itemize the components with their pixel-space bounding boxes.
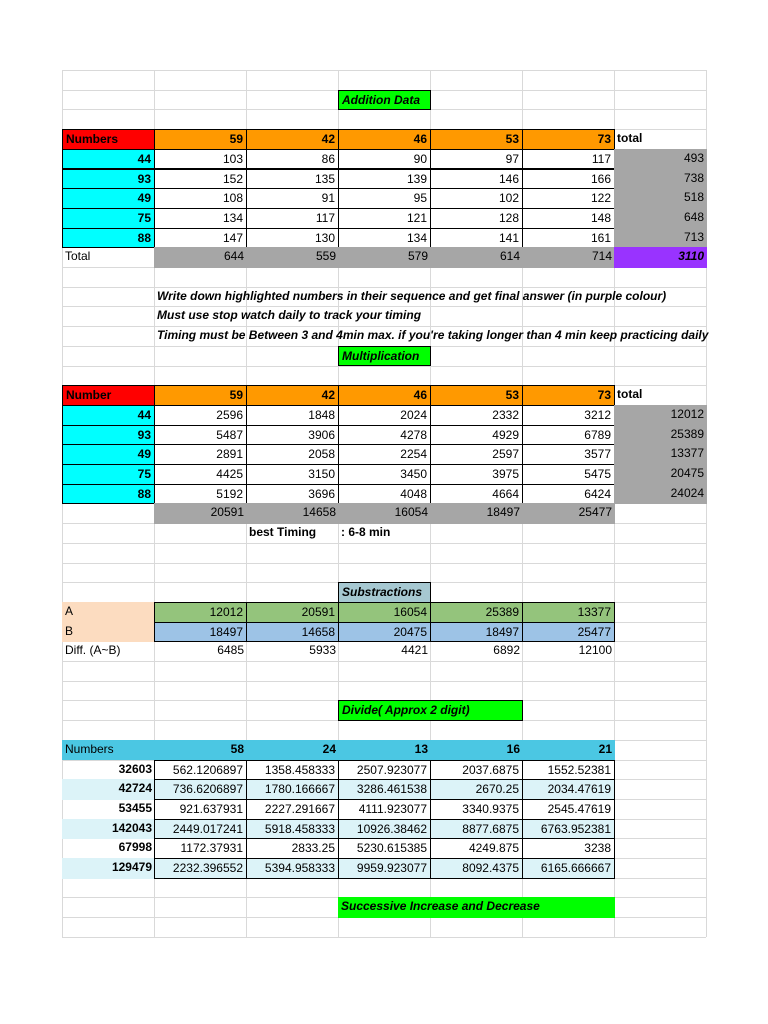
subtraction-diff-label[interactable]: Diff. (A~B) [65,643,121,658]
division-value-cell[interactable]: 921.637931 [154,799,247,820]
division-value-cell[interactable]: 562.1206897 [154,760,247,781]
division-value-cell[interactable]: 10926.38462 [338,819,431,840]
division-col-header[interactable]: 21 [522,740,615,761]
grid-row-line [62,937,706,938]
division-value-cell[interactable]: 8092.4375 [430,858,523,879]
division-value-cell[interactable]: 5230.615385 [338,838,431,859]
subtraction-diff-cell[interactable]: 5933 [309,643,336,658]
division-value-cell[interactable]: 1780.166667 [246,779,339,800]
multiplication-row-total[interactable]: 20475 [614,464,707,485]
multiplication-value-cell[interactable]: 2332 [430,405,523,426]
addition-value-cell[interactable]: 139 [338,169,431,190]
multiplication-value-cell[interactable]: 4929 [430,425,523,446]
grid-row-line [62,70,706,71]
addition-value-cell[interactable]: 117 [522,149,615,170]
multiplication-col-header[interactable]: 46 [338,385,431,406]
addition-value-cell[interactable]: 95 [338,188,431,209]
addition-value-cell[interactable]: 122 [522,188,615,209]
multiplication-column-total[interactable]: 25477 [522,503,615,524]
division-value-cell[interactable]: 1552.52381 [522,760,615,781]
multiplication-column-total[interactable]: 14658 [246,503,339,524]
addition-column-total[interactable]: 644 [154,247,247,268]
addition-col-header[interactable]: 53 [430,129,523,150]
addition-row-header[interactable]: 75 [62,208,155,229]
subtraction-b-cell[interactable]: 18497 [154,622,247,643]
division-row-header[interactable]: 32603 [118,761,152,776]
multiplication-value-cell[interactable]: 3906 [246,425,339,446]
division-value-cell[interactable]: 2227.291667 [246,799,339,820]
multiplication-value-cell[interactable]: 2597 [430,444,523,465]
addition-footer-label[interactable]: Total [65,249,91,264]
multiplication-value-cell[interactable]: 2596 [154,405,247,426]
multiplication-col-header[interactable]: 53 [430,385,523,406]
addition-col-header[interactable]: 59 [154,129,247,150]
division-row-header[interactable]: 129479 [62,858,155,879]
division-value-cell[interactable]: 8877.6875 [430,819,523,840]
addition-value-cell[interactable]: 134 [338,228,431,249]
addition-row-total[interactable]: 493 [614,149,707,170]
addition-column-total[interactable]: 614 [430,247,523,268]
multiplication-column-total[interactable]: 16054 [338,503,431,524]
division-col-header[interactable]: 13 [338,740,431,761]
division-value-cell[interactable]: 1172.37931 [154,838,247,859]
division-corner-label[interactable]: Numbers [62,740,155,761]
multiplication-value-cell[interactable]: 2024 [338,405,431,426]
addition-column-total[interactable]: 714 [522,247,615,268]
best-timing-label[interactable]: best Timing [249,525,317,540]
division-value-cell[interactable]: 6763.952381 [522,819,615,840]
multiplication-value-cell[interactable]: 3975 [430,464,523,485]
division-value-cell[interactable]: 736.6206897 [154,779,247,800]
multiplication-value-cell[interactable]: 2254 [338,444,431,465]
multiplication-title[interactable]: Multiplication [338,346,431,367]
division-value-cell[interactable]: 3286.461538 [338,779,431,800]
division-col-header[interactable]: 16 [430,740,523,761]
multiplication-row-header[interactable]: 44 [62,405,155,426]
multiplication-row-header[interactable]: 75 [62,464,155,485]
multiplication-value-cell[interactable]: 6424 [522,484,615,505]
subtraction-diff-cell[interactable]: 6485 [217,643,244,658]
multiplication-value-cell[interactable]: 3150 [246,464,339,485]
multiplication-row-total[interactable]: 12012 [614,405,707,426]
multiplication-value-cell[interactable]: 4664 [430,484,523,505]
division-value-cell[interactable]: 2507.923077 [338,760,431,781]
division-value-cell[interactable]: 6165.666667 [522,858,615,879]
multiplication-value-cell[interactable]: 6789 [522,425,615,446]
subtraction-b-cell[interactable]: 14658 [246,622,339,643]
multiplication-col-header[interactable]: 59 [154,385,247,406]
addition-column-total[interactable]: 559 [246,247,339,268]
subtraction-a-cell[interactable]: 20591 [246,602,339,623]
multiplication-value-cell[interactable]: 5475 [522,464,615,485]
grid-row-line [62,681,706,682]
multiplication-value-cell[interactable]: 5487 [154,425,247,446]
division-title[interactable]: Divide( Approx 2 digit) [338,700,523,721]
division-value-cell[interactable]: 2670.25 [430,779,523,800]
addition-row-header[interactable]: 93 [62,169,155,190]
division-row-header[interactable]: 42724 [62,779,155,800]
multiplication-value-cell[interactable]: 3577 [522,444,615,465]
addition-value-cell[interactable]: 152 [154,169,247,190]
subtraction-a-cell[interactable]: 25389 [430,602,523,623]
addition-value-cell[interactable]: 130 [246,228,339,249]
addition-value-cell[interactable]: 103 [154,149,247,170]
addition-value-cell[interactable]: 117 [246,208,339,229]
subtraction-diff-cell[interactable]: 6892 [493,643,520,658]
subtraction-a-cell[interactable]: 13377 [522,602,615,623]
multiplication-row-header[interactable]: 88 [62,484,155,505]
instruction-note[interactable]: Timing must be Between 3 and 4min max. if you're taking longer than 4 min keep practicing daily [157,328,709,343]
division-value-cell[interactable]: 2232.396552 [154,858,247,879]
addition-corner-label[interactable]: Numbers [62,129,155,150]
division-col-header[interactable]: 24 [246,740,339,761]
addition-value-cell[interactable]: 121 [338,208,431,229]
subtraction-row-b-label[interactable]: B [62,622,155,643]
multiplication-value-cell[interactable]: 2891 [154,444,247,465]
multiplication-total-label[interactable]: total [617,387,643,402]
division-value-cell[interactable]: 5394.958333 [246,858,339,879]
addition-value-cell[interactable]: 128 [430,208,523,229]
addition-value-cell[interactable]: 161 [522,228,615,249]
instruction-note[interactable]: Must use stop watch daily to track your timing [157,308,422,323]
multiplication-value-cell[interactable]: 4278 [338,425,431,446]
division-value-cell[interactable]: 9959.923077 [338,858,431,879]
multiplication-column-total[interactable]: 18497 [430,503,523,524]
addition-grand-total[interactable]: 3110 [614,247,707,268]
instruction-note[interactable]: Write down highlighted numbers in their sequence and get final answer (in purple colour) [157,288,667,303]
addition-row-header[interactable]: 49 [62,188,155,209]
addition-value-cell[interactable]: 108 [154,188,247,209]
division-value-cell[interactable]: 4111.923077 [338,799,431,820]
division-value-cell[interactable]: 3238 [522,838,615,859]
division-value-cell[interactable]: 4249.875 [430,838,523,859]
multiplication-value-cell[interactable]: 3696 [246,484,339,505]
multiplication-value-cell[interactable]: 3450 [338,464,431,485]
best-timing-value[interactable]: : 6-8 min [341,525,391,540]
multiplication-value-cell[interactable]: 5192 [154,484,247,505]
addition-row-header[interactable]: 44 [62,149,155,170]
multiplication-col-header[interactable]: 73 [522,385,615,406]
subtraction-a-cell[interactable]: 16054 [338,602,431,623]
multiplication-row-header[interactable]: 49 [62,444,155,465]
addition-value-cell[interactable]: 148 [522,208,615,229]
addition-col-header[interactable]: 73 [522,129,615,150]
addition-row-total[interactable]: 738 [614,169,707,190]
addition-value-cell[interactable]: 86 [246,149,339,170]
addition-row-total[interactable]: 713 [614,228,707,249]
subtraction-title[interactable]: Substractions [338,582,431,603]
addition-total-label[interactable]: total [617,131,643,146]
addition-value-cell[interactable]: 90 [338,149,431,170]
addition-value-cell[interactable]: 147 [154,228,247,249]
multiplication-value-cell[interactable]: 4048 [338,484,431,505]
addition-title[interactable]: Addition Data [338,90,431,111]
addition-value-cell[interactable]: 141 [430,228,523,249]
addition-value-cell[interactable]: 166 [522,169,615,190]
division-value-cell[interactable]: 2449.017241 [154,819,247,840]
multiplication-value-cell[interactable]: 3212 [522,405,615,426]
addition-col-header[interactable]: 42 [246,129,339,150]
addition-row-total[interactable]: 648 [614,208,707,229]
multiplication-corner-label[interactable]: Number [62,385,155,406]
division-value-cell[interactable]: 2034.47619 [522,779,615,800]
division-value-cell[interactable]: 2545.47619 [522,799,615,820]
division-value-cell[interactable]: 5918.458333 [246,819,339,840]
multiplication-value-cell[interactable]: 2058 [246,444,339,465]
addition-value-cell[interactable]: 146 [430,169,523,190]
multiplication-column-total[interactable]: 20591 [154,503,247,524]
multiplication-row-header[interactable]: 93 [62,425,155,446]
division-value-cell[interactable]: 2037.6875 [430,760,523,781]
multiplication-row-total[interactable]: 25389 [614,425,707,446]
multiplication-row-total[interactable]: 24024 [614,484,707,505]
grid-row-line [62,563,706,564]
multiplication-col-header[interactable]: 42 [246,385,339,406]
addition-row-total[interactable]: 518 [614,188,707,209]
subtraction-b-cell[interactable]: 18497 [430,622,523,643]
addition-value-cell[interactable]: 134 [154,208,247,229]
subtraction-b-cell[interactable]: 20475 [338,622,431,643]
division-row-header[interactable]: 142043 [62,819,155,840]
addition-value-cell[interactable]: 135 [246,169,339,190]
division-value-cell[interactable]: 2833.25 [246,838,339,859]
division-row-header[interactable]: 53455 [118,800,152,815]
division-value-cell[interactable]: 1358.458333 [246,760,339,781]
multiplication-row-total[interactable]: 13377 [614,444,707,465]
addition-value-cell[interactable]: 102 [430,188,523,209]
division-col-header[interactable]: 58 [154,740,247,761]
subtraction-row-a-label[interactable]: A [62,602,155,623]
division-row-header[interactable]: 67998 [118,840,152,855]
division-value-cell[interactable]: 3340.9375 [430,799,523,820]
multiplication-value-cell[interactable]: 4425 [154,464,247,485]
addition-value-cell[interactable]: 97 [430,149,523,170]
subtraction-b-cell[interactable]: 25477 [522,622,615,643]
successive-title[interactable]: Successive Increase and Decrease [338,897,615,918]
subtraction-a-cell[interactable]: 12012 [154,602,247,623]
addition-col-header[interactable]: 46 [338,129,431,150]
addition-row-header[interactable]: 88 [62,228,155,249]
subtraction-diff-cell[interactable]: 12100 [578,643,612,658]
addition-column-total[interactable]: 579 [338,247,431,268]
multiplication-value-cell[interactable]: 1848 [246,405,339,426]
subtraction-diff-cell[interactable]: 4421 [401,643,428,658]
addition-value-cell[interactable]: 91 [246,188,339,209]
